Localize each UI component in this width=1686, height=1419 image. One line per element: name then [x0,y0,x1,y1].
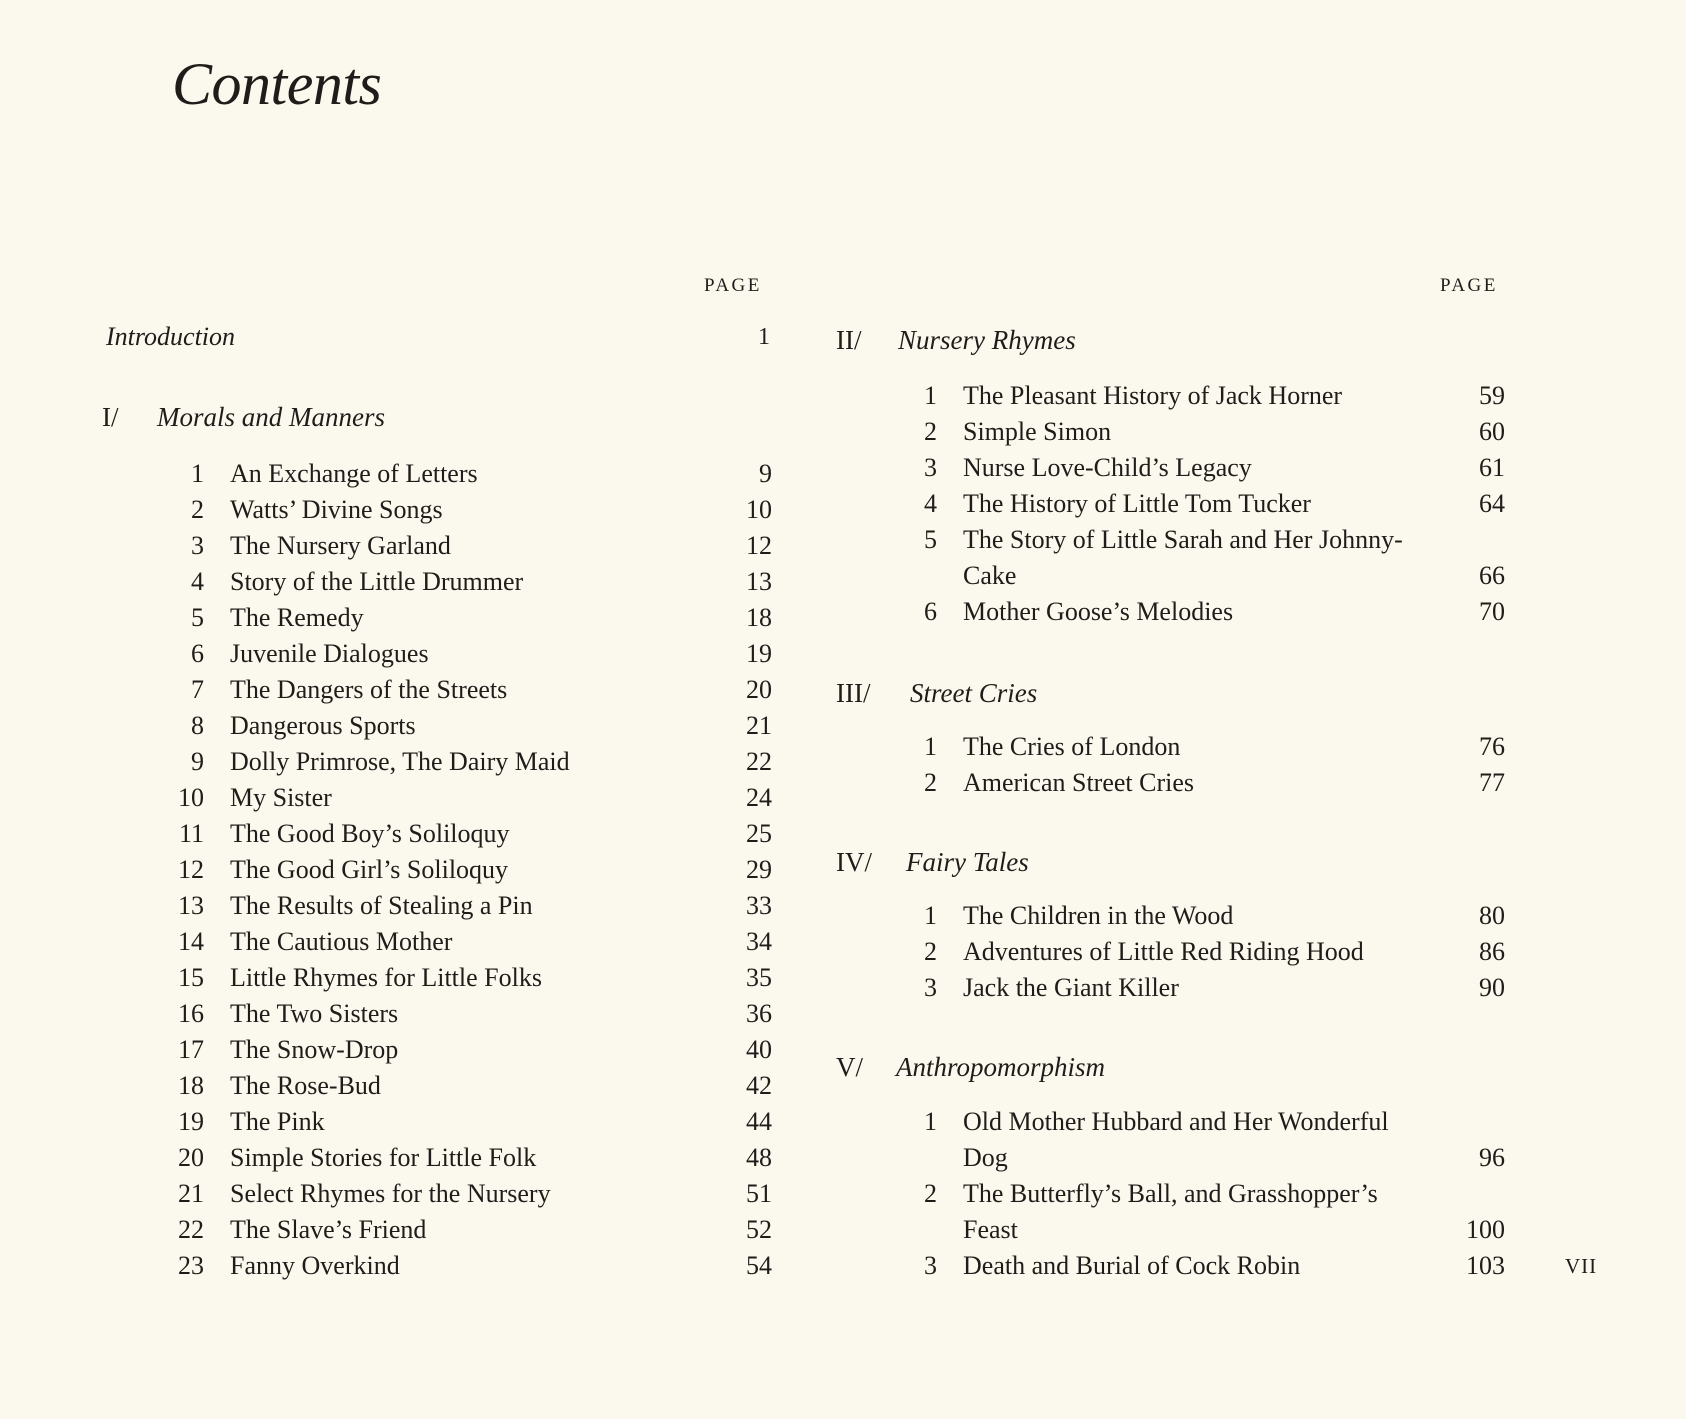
entry-page: 13 [746,567,772,596]
toc-entry [893,898,1505,934]
entry-title: Juvenile Dialogues [230,639,429,668]
entry-title: The Story of Little Sarah and Her Johnny-Cake [963,525,1403,590]
entry-number: 3 [924,453,937,482]
entry-number: 10 [178,783,204,812]
entry-number: 3 [924,973,937,1002]
entry-number: 5 [924,525,937,554]
toc-entry [160,780,772,816]
toc-entry [160,1068,772,1104]
toc-entry [893,765,1505,801]
section-name: Street Cries [910,678,1038,708]
entry-title: Story of the Little Drummer [230,567,524,596]
section-numeral: III/ [836,678,871,708]
entry-number: 2 [191,495,204,524]
toc-entry [893,1248,1505,1284]
toc-entry [160,528,772,564]
entry-page: 12 [746,531,772,560]
section-heading-4 [836,847,1029,878]
entry-number: 13 [178,891,204,920]
entry-page: 77 [1479,768,1505,797]
toc-entry [160,852,772,888]
toc-entry [160,1248,772,1284]
entry-number: 4 [924,489,937,518]
entry-page: 48 [746,1143,772,1172]
toc-entry [160,492,772,528]
entry-page: 80 [1479,901,1505,930]
toc-entry [893,378,1505,414]
section-numeral: I/ [102,402,119,432]
toc-entry [893,729,1505,765]
entry-page: 40 [746,1035,772,1064]
entry-page: 42 [746,1071,772,1100]
entry-page: 100 [1466,1215,1505,1244]
entry-page: 36 [746,999,772,1028]
entry-title: The Remedy [230,603,364,632]
entry-number: 3 [191,531,204,560]
entry-title: The Snow-Drop [230,1035,399,1064]
entry-page: 70 [1479,597,1505,626]
toc-entry [160,744,772,780]
introduction-label: Introduction [106,322,236,351]
toc-entry [893,934,1505,970]
toc-entry [160,924,772,960]
entry-title: An Exchange of Letters [230,459,478,488]
section-list-5 [893,1104,1505,1284]
entry-page: 96 [1479,1143,1505,1172]
entry-number: 1 [191,459,204,488]
entry-page: 60 [1479,417,1505,446]
section-name: Nursery Rhymes [898,325,1076,355]
entry-title: The Cautious Mother [230,927,453,956]
section-list-2 [893,378,1505,630]
entry-title: Watts’ Divine Songs [230,495,443,524]
toc-entry [160,456,772,492]
toc-entry [160,672,772,708]
entry-page: 10 [746,495,772,524]
entry-page: 34 [746,927,772,956]
entry-title: Old Mother Hubbard and Her Wonderful Dog [963,1107,1389,1172]
entry-number: 21 [178,1179,204,1208]
entry-number: 2 [924,937,937,966]
section-heading-2 [836,325,1076,356]
entry-title: The Pleasant History of Jack Horner [963,381,1343,410]
toc-entry [160,960,772,996]
entry-number: 14 [178,927,204,956]
toc-entry [160,564,772,600]
toc-entry [893,522,1505,594]
entry-number: 4 [191,567,204,596]
entry-title: The Cries of London [963,732,1181,761]
toc-entry [893,450,1505,486]
entry-title: The Good Boy’s Soliloquy [230,819,510,848]
entry-title: The Results of Stealing a Pin [230,891,533,920]
entry-number: 3 [924,1251,937,1280]
entry-number: 23 [178,1251,204,1280]
entry-number: 22 [178,1215,204,1244]
entry-title: Nurse Love-Child’s Legacy [963,453,1252,482]
entry-number: 1 [924,381,937,410]
entry-page: 103 [1466,1251,1505,1280]
section-heading-5 [836,1052,1105,1083]
entry-title: Fanny Overkind [230,1251,400,1280]
entry-page: 24 [746,783,772,812]
section-numeral: V/ [836,1052,863,1082]
entry-page: 61 [1479,453,1505,482]
entry-number: 16 [178,999,204,1028]
toc-entry [160,708,772,744]
entry-page: 29 [746,855,772,884]
page-title: Contents [172,51,382,117]
entry-title: The Rose-Bud [230,1071,381,1100]
entry-number: 19 [178,1107,204,1136]
entry-number: 5 [191,603,204,632]
entry-number: 1 [924,1107,937,1136]
section-list-4 [893,898,1505,1006]
entry-title: The Two Sisters [230,999,399,1028]
entry-number: 1 [924,901,937,930]
entry-page: 18 [746,603,772,632]
entry-title: Death and Burial of Cock Robin [963,1251,1301,1280]
page-folio: VII [1565,1254,1598,1278]
entry-title: Mother Goose’s Melodies [963,597,1234,626]
section-name: Morals and Manners [157,402,385,432]
entry-page: 19 [746,639,772,668]
toc-entry [160,816,772,852]
entry-title: The Slave’s Friend [230,1215,427,1244]
toc-entry [160,600,772,636]
section-heading-1 [102,402,385,433]
entry-number: 17 [178,1035,204,1064]
entry-number: 2 [924,1179,937,1208]
entry-number: 15 [178,963,204,992]
section-numeral: IV/ [836,847,872,877]
toc-entry [160,1104,772,1140]
toc-entry [160,636,772,672]
entry-title: Dolly Primrose, The Dairy Maid [230,747,570,776]
section-name: Anthropomorphism [896,1052,1106,1082]
entry-page: 66 [1479,561,1505,590]
entry-page: 51 [746,1179,772,1208]
entry-number: 7 [191,675,204,704]
entry-page: 35 [746,963,772,992]
entry-page: 44 [746,1107,772,1136]
entry-title: Simple Stories for Little Folk [230,1143,537,1172]
toc-entry [160,1212,772,1248]
toc-entry [893,970,1505,1006]
section-list-1 [160,456,772,1284]
section-list-3 [893,729,1505,801]
entry-number: 20 [178,1143,204,1172]
section-heading-3 [836,678,1037,709]
entry-page: 76 [1479,732,1505,761]
page-column-header-left: PAGE [704,275,762,296]
toc-entry [160,1032,772,1068]
entry-title: Simple Simon [963,417,1112,446]
entry-number: 9 [191,747,204,776]
page-column-header-right: PAGE [1440,275,1498,296]
introduction-entry [106,322,770,352]
entry-number: 6 [924,597,937,626]
entry-page: 64 [1479,489,1505,518]
entry-page: 25 [746,819,772,848]
toc-entry [160,996,772,1032]
entry-page: 33 [746,891,772,920]
entry-title: Little Rhymes for Little Folks [230,963,542,992]
entry-number: 2 [924,768,937,797]
entry-title: The Butterfly’s Ball, and Grasshopper’s Feast [963,1179,1378,1244]
entry-page: 20 [746,675,772,704]
entry-title: Adventures of Little Red Riding Hood [963,937,1364,966]
introduction-page: 1 [758,324,770,350]
entry-number: 2 [924,417,937,446]
entry-title: The Nursery Garland [230,531,451,560]
section-name: Fairy Tales [906,847,1029,877]
entry-page: 90 [1479,973,1505,1002]
entry-page: 86 [1479,937,1505,966]
toc-entry [160,1176,772,1212]
entry-page: 21 [746,711,772,740]
toc-entry [893,1176,1505,1248]
toc-entry [160,1140,772,1176]
entry-number: 18 [178,1071,204,1100]
entry-title: Jack the Giant Killer [963,973,1179,1002]
entry-number: 8 [191,711,204,740]
entry-page: 52 [746,1215,772,1244]
section-numeral: II/ [836,325,862,355]
entry-page: 22 [746,747,772,776]
entry-title: The Dangers of the Streets [230,675,508,704]
entry-page: 54 [746,1251,772,1280]
toc-entry [893,594,1505,630]
entry-number: 6 [191,639,204,668]
toc-entry [893,486,1505,522]
entry-page: 59 [1479,381,1505,410]
toc-entry [893,414,1505,450]
entry-number: 12 [178,855,204,884]
entry-title: The Good Girl’s Soliloquy [230,855,509,884]
entry-title: The History of Little Tom Tucker [963,489,1311,518]
entry-page: 9 [759,459,772,488]
entry-title: Dangerous Sports [230,711,416,740]
toc-entry [893,1104,1505,1176]
entry-number: 11 [178,819,204,848]
entry-title: My Sister [230,783,332,812]
entry-number: 1 [924,732,937,761]
entry-title: American Street Cries [963,768,1195,797]
entry-title: The Children in the Wood [963,901,1234,930]
entry-title: Select Rhymes for the Nursery [230,1179,551,1208]
toc-entry [160,888,772,924]
entry-title: The Pink [230,1107,325,1136]
